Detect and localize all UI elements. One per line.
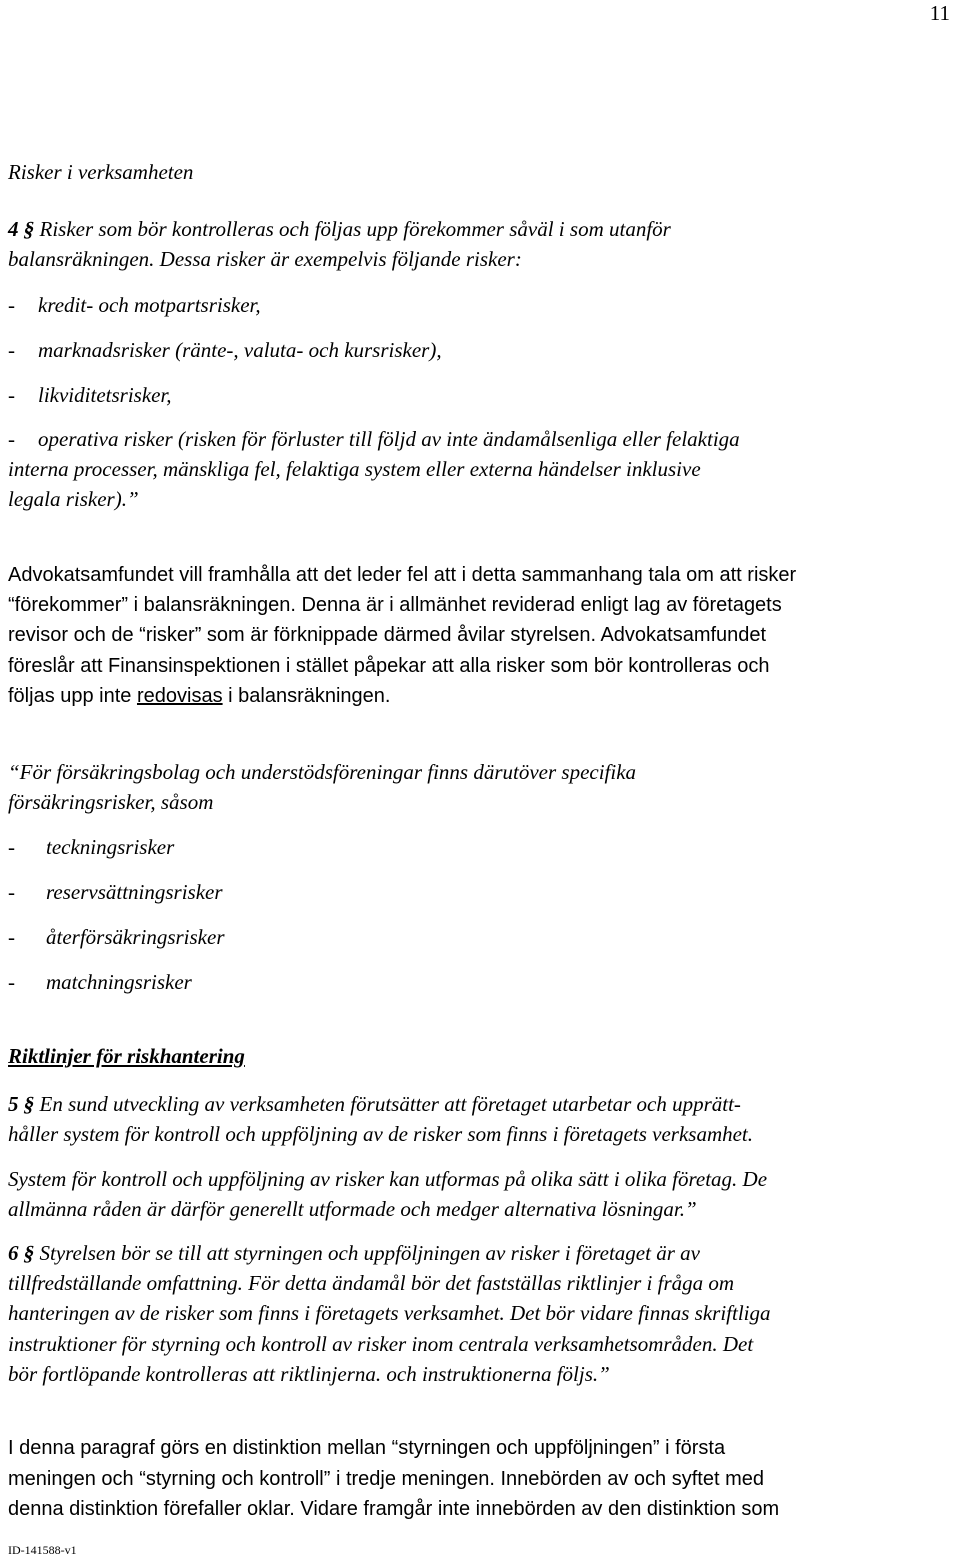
- quote-line: försäkringsrisker, såsom: [8, 790, 214, 814]
- paragraph-5-line-1: 5 § En sund utveckling av verksamheten förutsätter att företaget utarbetar och upprätt-: [8, 1089, 958, 1119]
- paragraph-6-line-4: instruktioner för styrning och kontroll av risker inom centrala verksamhetsområden. Det: [8, 1332, 754, 1356]
- paragraph-5-line-2: håller system för kontroll och uppföljning av de risker som finns i företagets verksamhet.: [8, 1122, 754, 1146]
- paragraph-4-line-2: balansräkningen. Dessa risker är exempelvis följande risker:: [8, 247, 522, 271]
- list-item-continuation: interna processer, mänskliga fel, felaktiga system eller externa händelser inklusive: [8, 457, 701, 481]
- paragraph-5-line-3: System för kontroll och uppföljning av risker kan utformas på olika sätt i olika företag. De: [8, 1167, 768, 1191]
- comment-paragraph-line: revisor och de “risker” som är förknippade därmed åvilar styrelsen. Advokatsamfundet: [8, 624, 767, 646]
- list-item: - återförsäkringsrisker: [8, 925, 225, 949]
- paragraph-6-line-3: hanteringen av de risker som finns i företagets verksamhet. Det bör vidare finnas skriftliga: [8, 1301, 771, 1325]
- section-sign-icon: §: [21, 1241, 37, 1265]
- list-item: - marknadsrisker (ränte-, valuta- och kursrisker),: [8, 338, 442, 362]
- list-item-continuation: legala risker).”: [8, 487, 139, 511]
- paragraph-6-line-2: tillfredställande omfattning. För detta ändamål bör det fastställas riktlinjer i fråga om: [8, 1271, 735, 1295]
- paragraph-4-line-1: 4 § Risker som bör kontrolleras och följas upp förekommer såväl i som utanför: [8, 214, 958, 244]
- section-sign-icon: §: [21, 217, 37, 241]
- paragraph-6-line-1: 6 § Styrelsen bör se till att styrningen och uppföljningen av risker i företaget är av: [8, 1238, 958, 1268]
- list-item: - operativa risker (risken för förluster till följd av inte ändamålsenliga eller felaktiga: [8, 427, 740, 451]
- comment-paragraph-line: Advokatsamfundet vill framhålla att det leder fel att i detta sammanhang tala om att risker: [8, 564, 797, 586]
- comment-paragraph-line: följas upp inte redovisas i balansräkningen.: [8, 685, 391, 707]
- comment-paragraph-line: I denna paragraf görs en distinktion mellan “styrningen och uppföljningen” i första: [8, 1437, 726, 1459]
- comment-paragraph-line: föreslår att Finansinspektionen i stället påpekar att alla risker som bör kontrolleras och: [8, 655, 770, 677]
- paragraph-5-number: 5: [8, 1092, 19, 1116]
- comment-paragraph-line: meningen och “styrning och kontroll” i tredje meningen. Innebörden av och syftet med: [8, 1468, 764, 1490]
- quote-line: “För försäkringsbolag och understödsföreningar finns därutöver specifika: [8, 760, 637, 784]
- paragraph-4-number: 4: [8, 217, 19, 241]
- list-item: - likviditetsrisker,: [8, 383, 172, 407]
- list-item: - kredit- och motpartsrisker,: [8, 293, 261, 317]
- page-number: 11: [929, 1, 950, 25]
- list-item: - teckningsrisker: [8, 835, 175, 859]
- list-item: - reservsättningsrisker: [8, 880, 223, 904]
- section-heading-risks: Risker i verksamheten: [8, 160, 194, 184]
- paragraph-5-line-4: allmänna råden är därför generellt utformade och medger alternativa lösningar.”: [8, 1197, 697, 1221]
- comment-paragraph-line: denna distinktion förefaller oklar. Vidare framgår inte innebörden av den distinktion som: [8, 1498, 780, 1520]
- underlined-word: redovisas: [136, 685, 223, 707]
- paragraph-6-number: 6: [8, 1241, 19, 1265]
- list-item: - matchningsrisker: [8, 970, 192, 994]
- paragraph-6-line-5: bör fortlöpande kontrolleras att riktlinjerna. och instruktionerna följs.”: [8, 1362, 610, 1386]
- comment-paragraph-line: “förekommer” i balansräkningen. Denna är i allmänhet reviderad enligt lag av företagets: [8, 594, 782, 616]
- document-id-footer: ID-141588-v1: [8, 1543, 77, 1557]
- section-heading-guidelines: Riktlinjer för riskhantering: [8, 1044, 245, 1068]
- section-sign-icon: §: [21, 1092, 37, 1116]
